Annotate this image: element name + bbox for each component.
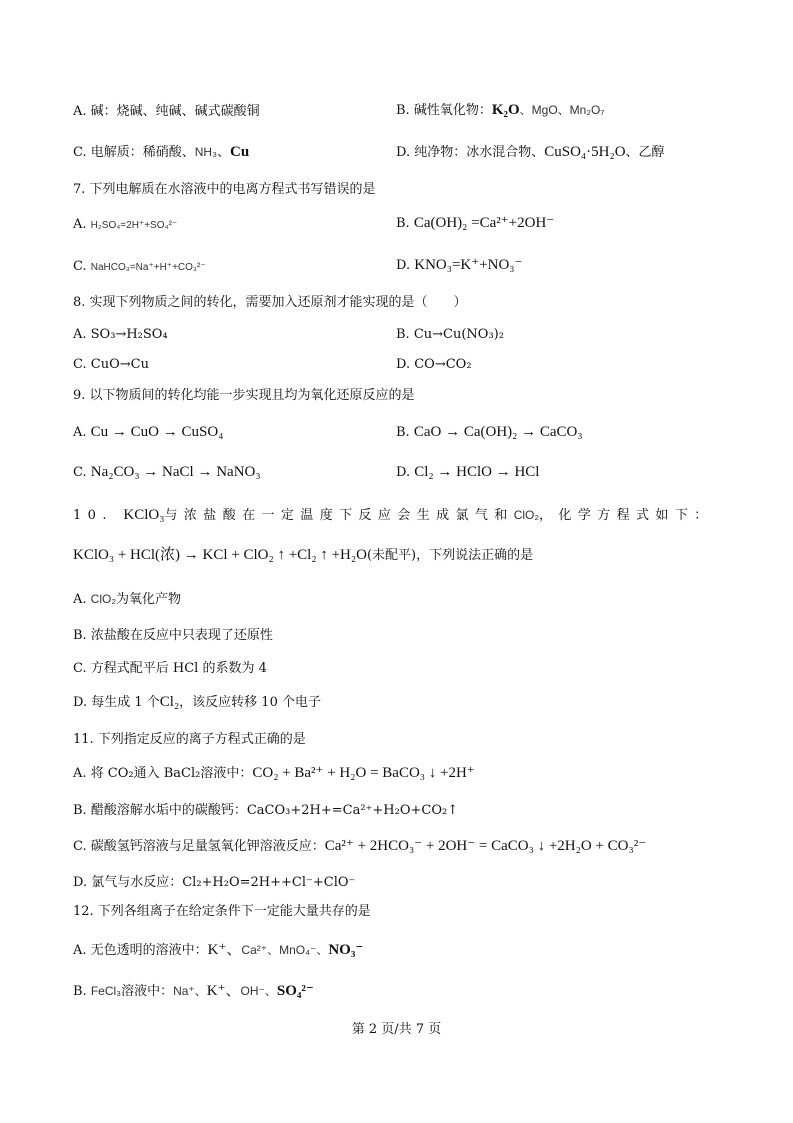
q8-option-c: C. CuO→Cu [73, 357, 149, 372]
q11a-eq: CO₂ + Ba²⁺ + H₂O = BaCO₃ ↓ +2H⁺ [252, 765, 475, 781]
q10-number: 10. [73, 508, 113, 523]
q7-stem: 7. 下列电解质在水溶液中的电离方程式书写错误的是 [73, 182, 376, 197]
q7-option-b [396, 214, 554, 233]
q6c-label: C. 电解质：稀硝酸、 [73, 145, 195, 160]
q12a-no3: NO₃⁻ [328, 942, 364, 958]
q10-option-b: B. 浓盐酸在反应中只表现了还原性 [73, 628, 273, 643]
q6b-rest: 、MgO、Mn₂O₇ [519, 103, 605, 117]
q6-option-d [396, 143, 665, 162]
q7-option-d [396, 256, 522, 275]
q6d-cuso4: CuSO₄·5H₂O [544, 144, 626, 160]
q7a-eq: H₂SO₄=2H⁺+SO₄²⁻ [90, 220, 178, 231]
q9d-eq: Cl₂ → HClO → HCl [414, 464, 540, 480]
q9-option-d [396, 463, 539, 482]
q6-option-a [73, 103, 260, 121]
q6d-label: D. 纯净物：冰水混合物、 [396, 145, 545, 160]
q11-stem: 11. 下列指定反应的离子方程式正确的是 [73, 732, 306, 747]
q12-option-b [73, 982, 314, 1001]
q9c-label: C. [73, 465, 87, 480]
q9-option-c [73, 463, 261, 482]
q10a-label: A. [73, 592, 87, 607]
q9-option-b [396, 423, 583, 442]
q6-option-c [73, 143, 249, 162]
q6a-text: A. 碱：烧碱、纯碱、碱式碳酸铜 [73, 104, 260, 119]
q9c-eq: Na₂CO₃ → NaCl → NaNO₃ [90, 464, 261, 480]
q9d-label: D. [396, 465, 411, 480]
q12a-ca-mno4: Ca²⁺、MnO₄⁻、 [241, 943, 329, 957]
q11-option-b: B. 醋酸溶解水垢中的碳酸钙：CaCO₃+2H+=Ca²⁺+H₂O+CO₂↑ [73, 803, 459, 818]
q10-mid-text: 与浓盐酸在一定温度下反应会生成氯气和 [164, 508, 514, 523]
q12a-label: A. 无色透明的溶液中： [73, 943, 208, 958]
q11-option-d: D. 氯气与水反应：Cl₂+H₂O=2H++Cl⁻+ClO⁻ [73, 875, 356, 890]
q9a-eq: Cu → CuO → CuSO₄ [90, 424, 224, 440]
q7d-eq: KNO₃=K⁺+NO₃⁻ [414, 257, 523, 273]
q10-option-d [73, 693, 321, 712]
q12-stem: 12. 下列各组离子在给定条件下一定能大量共存的是 [73, 904, 371, 919]
q10-option-a [73, 590, 181, 609]
q10d-text: ，该反应转移 10 个电子 [179, 695, 321, 710]
q12b-text: 溶液中： [121, 984, 174, 999]
q10d-label: D. 每生成 1 个 [73, 695, 160, 710]
q6-option-b [396, 101, 604, 120]
q12b-fecl3: FeCl₃ [90, 984, 122, 998]
q11a-label: A. 将 CO₂通入 BaCl₂溶液中： [73, 766, 253, 781]
q6c-nh3: NH₃ [194, 145, 217, 159]
q10a-text: 为氧化产物 [116, 592, 182, 607]
q6b-k2o: K₂O [491, 102, 520, 118]
q11c-label: C. 碳酸氢钙溶液与足量氢氧化钾溶液反应： [73, 839, 325, 854]
page-footer: 第 2 页/共 7 页 [351, 1022, 442, 1037]
q10-equation [73, 546, 533, 565]
q7c-label: C. [73, 259, 87, 274]
q10-stem [73, 506, 714, 525]
q6d-rest: 、乙醇 [625, 145, 665, 160]
q8-stem: 8. 实现下列物质之间的转化，需要加入还原剂才能实现的是（ ） [73, 295, 467, 310]
q7-option-c [73, 258, 206, 277]
q10-tail: (未配平)，下列说法正确的是 [366, 548, 534, 563]
q10-end-text: ，化学方程式如下： [539, 508, 714, 523]
q9b-eq: CaO → Ca(OH)₂ → CaCO₃ [413, 424, 583, 440]
q7b-eq: Ca(OH)₂ =Ca²⁺+2OH⁻ [413, 215, 555, 231]
q10-clo2: ClO₂ [513, 508, 540, 522]
q7-option-a [73, 216, 177, 235]
q9b-label: B. [396, 425, 410, 440]
q7a-label: A. [73, 217, 87, 232]
q6c-cu: Cu [229, 144, 250, 160]
q9-option-a [73, 423, 223, 442]
q10-eq: KClO₃ + HCl(浓) → KCl + ClO₂ ↑ +Cl₂ ↑ +H₂O [73, 547, 367, 563]
q12-option-a [73, 941, 363, 960]
q12b-oh: OH⁻、 [240, 984, 277, 998]
q10-option-c: C. 方程式配平后 HCl 的系数为 4 [73, 661, 267, 676]
q6b-label: B. 碱性氧化物： [396, 103, 492, 118]
q12b-label: B. [73, 984, 87, 999]
q11-option-a [73, 764, 475, 783]
q7c-eq: NaHCO₃=Na⁺+H⁺+CO₃²⁻ [90, 262, 206, 273]
q11c-eq: Ca²⁺ + 2HCO₃⁻ + 2OH⁻ = CaCO₃ ↓ +2H₂O + CO₃²⁻ [324, 838, 647, 854]
q9a-label: A. [73, 425, 87, 440]
q7d-label: D. [396, 258, 411, 273]
q12a-k: K⁺、 [207, 942, 242, 958]
q12b-na: Na⁺、 [173, 984, 207, 998]
q12b-k: K⁺、 [206, 983, 241, 999]
q10-kclo3: KClO₃ [123, 507, 165, 523]
q9-stem: 9. 以下物质间的转化均能一步实现且均为氧化还原反应的是 [73, 388, 415, 403]
q10a-clo2: ClO₂ [90, 592, 116, 606]
q10d-cl2: Cl₂ [159, 694, 180, 710]
q8-option-d: D. CO→CO₂ [396, 357, 472, 372]
q7b-label: B. [396, 216, 410, 231]
q8-option-a: A. SO₃→H₂SO₄ [73, 327, 168, 342]
q12b-so4: SO₄²⁻ [276, 983, 314, 999]
q6c-sep: 、 [216, 145, 230, 160]
q8-option-b: B. Cu→Cu(NO₃)₂ [396, 327, 504, 342]
q11-option-c [73, 837, 646, 856]
